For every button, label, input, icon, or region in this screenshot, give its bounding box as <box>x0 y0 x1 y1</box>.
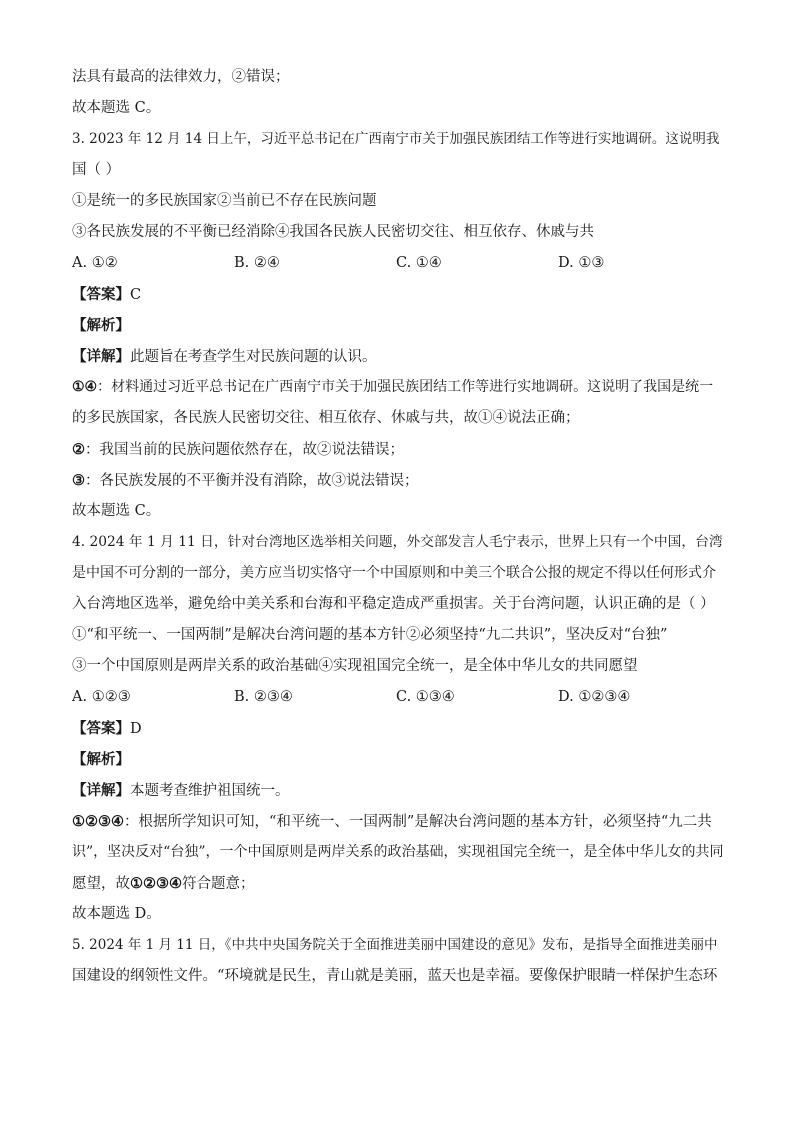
question-4-options <box>72 682 724 713</box>
question-3-analysis <box>72 310 724 341</box>
point-tag: ③ <box>72 472 85 489</box>
answer-tag: 【答案】 <box>72 720 130 737</box>
option-c: C. ①③④ <box>396 689 455 705</box>
question-5-stem: 5. 2024 年 1 月 11 日，《中共中央国务院关于全面推进美丽中国建设的意见》发布，是指导全面推进美丽中 <box>72 937 718 953</box>
detail-text: 本题考查维护祖国统一。 <box>130 783 290 799</box>
analysis-tag: 【解析】 <box>72 317 130 334</box>
question-5-stem-cont: 国建设的纲领性文件。“环境就是民生，青山就是美丽，蓝天也是幸福。要像保护眼睛一样保护生态环 <box>72 968 718 984</box>
question-4-point-1-cont: 识”，坚决反对“台独”，一个中国原则是两岸关系的政治基础，实现祖国完全统一，是全体中华儿女的共同 <box>72 844 724 860</box>
point-tag: ② <box>72 441 85 458</box>
question-3-stem: 3. 2023 年 12 月 14 日上午，习近平总书记在广西南宁市关于加强民族团结工作等进行实地调研。这说明我 <box>72 131 720 147</box>
question-3-detail <box>72 341 724 372</box>
point-text: ：材料通过习近平总书记在广西南宁市关于加强民族团结工作等进行实地调研。这说明了我国是统一 <box>97 379 714 395</box>
answer-value: C <box>130 287 142 303</box>
question-4-point-1 <box>72 806 724 837</box>
option-d: D. ①②③④ <box>558 689 631 705</box>
option-a: A. ①②③ <box>72 689 131 705</box>
option-b: B. ②③④ <box>234 689 293 705</box>
option-d: D. ①③ <box>558 255 605 271</box>
point-tag: ①④ <box>72 379 98 395</box>
answer-tag: 【答案】 <box>72 286 130 303</box>
question-3-conclusion: 故本题选 C。 <box>72 503 161 519</box>
question-4-detail <box>72 775 724 806</box>
question-3-answer <box>72 279 724 310</box>
question-4-point-1-end <box>72 868 724 899</box>
question-4-stem-cont: 是中国不可分割的一部分，美方应当切实恪守一个中国原则和中美三个联合公报的规定不得以任何形式介 <box>72 565 716 581</box>
question-3-items: ①是统一的多民族国家②当前已不存在民族问题 <box>72 193 377 209</box>
option-c: C. ①④ <box>396 255 442 271</box>
question-3-point-2 <box>72 434 724 465</box>
detail-tag: 【详解】 <box>72 348 130 365</box>
detail-tag: 【详解】 <box>72 782 130 799</box>
question-3-options <box>72 248 724 279</box>
question-4-stem: 4. 2024 年 1 月 11 日，针对台湾地区选举相关问题，外交部发言人毛宁表示，世界上只有一个中国，台湾 <box>72 534 723 550</box>
question-3-point-3 <box>72 465 724 496</box>
point-text: ：我国当前的民族问题依然存在，故②说法错误； <box>85 442 404 458</box>
point-tag: ①②③④ <box>130 875 182 892</box>
text-line: 法具有最高的法律效力，②错误； <box>72 69 290 85</box>
question-3-point-1 <box>72 372 724 403</box>
option-a: A. ①② <box>72 255 118 271</box>
document-page <box>72 62 724 992</box>
point-text: ：各民族发展的不平衡并没有消除，故③说法错误； <box>85 473 419 489</box>
question-4-items: ①“和平统一、一国两制”是解决台湾问题的基本方针②必须坚持“九二共识”，坚决反对“台独” <box>72 627 668 643</box>
question-4-analysis <box>72 744 724 775</box>
question-4-conclusion: 故本题选 D。 <box>72 906 161 922</box>
question-4-answer <box>72 713 724 744</box>
detail-text: 此题旨在考查学生对民族问题的认识。 <box>130 349 377 365</box>
question-4-items-cont: ③一个中国原则是两岸关系的政治基础④实现祖国完全统一，是全体中华儿女的共同愿望 <box>72 658 638 674</box>
question-3-items-cont: ③各民族发展的不平衡已经消除④我国各民族人民密切交往、相互依存、休戚与共 <box>72 224 594 240</box>
question-3-stem-cont: 国（ ） <box>72 162 121 178</box>
question-4-stem-cont: 入台湾地区选举，避免给中美关系和台海和平稳定造成严重损害。关于台湾问题，认识正确的是（ ） <box>72 596 715 612</box>
analysis-tag: 【解析】 <box>72 751 130 768</box>
point-text: ：根据所学知识可知，“和平统一、一国两制”是解决台湾问题的基本方针，必须坚持“九二共 <box>124 814 712 830</box>
question-3-point-1-cont: 的多民族国家，各民族人民密切交往、相互依存、休戚与共，故①④说法正确； <box>72 410 580 426</box>
text-line: 故本题选 C。 <box>72 100 161 116</box>
point-tag: ①②③④ <box>72 813 124 830</box>
point-text: 愿望，故 <box>72 876 130 892</box>
answer-value: D <box>130 721 142 737</box>
point-text: 符合题意； <box>182 876 255 892</box>
option-b: B. ②④ <box>234 255 280 271</box>
